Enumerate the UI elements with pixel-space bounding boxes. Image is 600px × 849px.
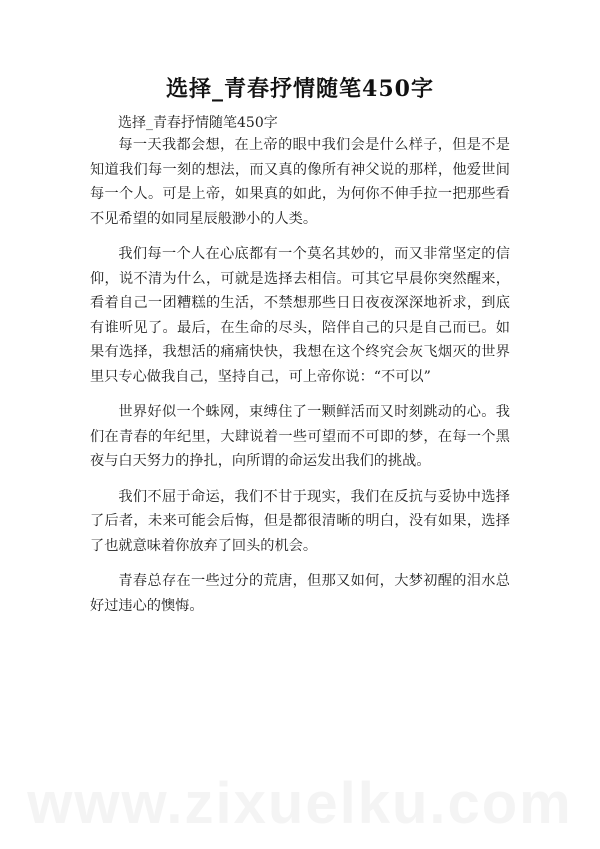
page-subtitle: 选择_青春抒情随笔450字 — [118, 115, 278, 131]
watermark: www.zixuelku.com — [27, 771, 573, 836]
paragraph-5: 青春总存在一些过分的荒唐，但那又如何，大梦初醒的泪水总好过违心的懊悔。 — [90, 573, 510, 614]
article-body — [90, 133, 510, 629]
page-title: 选择_青春抒情随笔450字 — [166, 76, 434, 102]
paragraph-4: 我们不屈于命运，我们不甘于现实，我们在反抗与妥协中选择了后者，未来可能会后悔，但是都很清晰的明白，没有如果，选择了也就意味着你放弃了回头的机会。 — [90, 488, 510, 554]
paragraph-1: 每一天我都会想，在上帝的眼中我们会是什么样子，但是不是知道我们每一刻的想法，而又真的像所有神父说的那样，他爱世间每一个人。可是上帝，如果真的如此，为何你不伸手拉一把那些看不见希望的如同星辰般渺小的人类。 — [90, 137, 510, 227]
paragraph-2: 我们每一个人在心底都有一个莫名其妙的，而又非常坚定的信仰，说不清为什么，可就是选择去相信。可其它早晨你突然醒来，看着自己一团糟糕的生活，不禁想那些日日夜夜深深地祈求，到底有谁听见了。最后，在生命的尽头，陪伴自己的只是自己而已。如果有选择，我想活的痛痛快快，我想在这个终究会灰飞烟灭的世界里只专心做我自己，坚持自己，可上帝你说：“不可以” — [90, 246, 510, 385]
paragraph-3: 世界好似一个蛛网，束缚住了一颗鲜活而又时刻跳动的心。我们在青春的年纪里，大肆说着一些可望而不可即的梦，在每一个黑夜与白天努力的挣扎，向所谓的命运发出我们的挑战。 — [90, 404, 510, 469]
